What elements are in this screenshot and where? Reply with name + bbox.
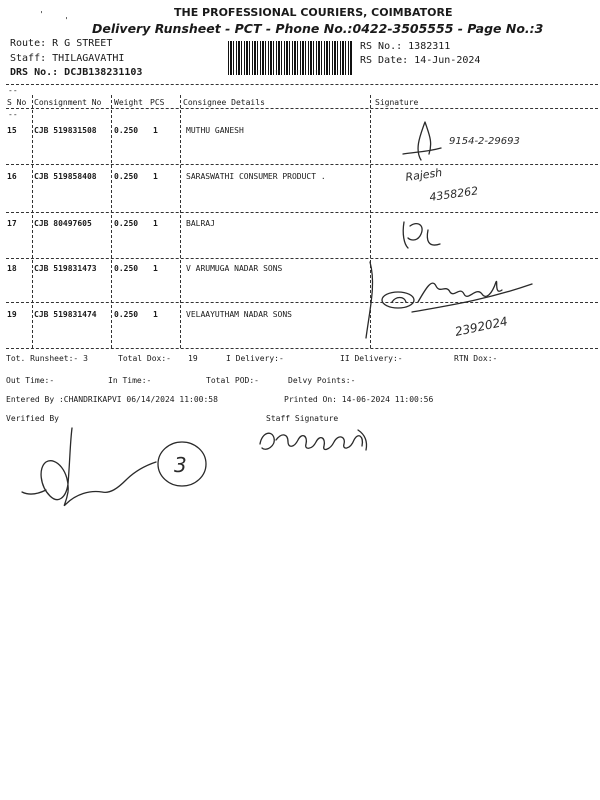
staff-label: Staff: THILAGAVATHI bbox=[10, 53, 125, 64]
signature-row-17 bbox=[396, 216, 456, 256]
signature-row-16 bbox=[400, 163, 520, 209]
rs-number: RS No.: 1382311 bbox=[360, 41, 451, 52]
ii-delivery: II Delivery:- bbox=[340, 354, 403, 363]
route-label: Route: R G STREET bbox=[10, 38, 113, 49]
cell-consignee: VELAAYUTHAM NADAR SONS bbox=[186, 310, 292, 319]
tot-runsheet: Tot. Runsheet:- 3 bbox=[6, 354, 88, 363]
cell-sno: 18 bbox=[7, 264, 17, 273]
cell-sno: 16 bbox=[7, 172, 17, 181]
top-marks: -- bbox=[8, 110, 18, 119]
cell-consignee: SARASWATHI CONSUMER PRODUCT . bbox=[186, 172, 326, 181]
i-delivery: I Delivery:- bbox=[226, 354, 284, 363]
verified-signature bbox=[10, 424, 210, 514]
entered-by: Entered By :CHANDRIKAPVI 06/14/2024 11:00:58 bbox=[6, 395, 218, 404]
header-weight: Weight bbox=[114, 98, 143, 107]
cell-consignee: V ARUMUGA NADAR SONS bbox=[186, 264, 283, 273]
cell-sno: 17 bbox=[7, 219, 17, 228]
cell-consignment: CJB 519831473 bbox=[34, 264, 97, 273]
signature-row-15-number: 9154-2-29693 bbox=[449, 136, 520, 147]
signature-row-16-name: Rajesh bbox=[404, 165, 443, 184]
delvy-points: Delvy Points:- bbox=[288, 376, 356, 385]
company-title: THE PROFESSIONAL COURIERS, COIMBATORE bbox=[174, 6, 453, 19]
rule bbox=[6, 108, 598, 109]
header-pcs: PCS bbox=[150, 98, 165, 107]
signature-row-16-number: 4358262 bbox=[428, 184, 479, 204]
cell-weight: 0.250 bbox=[114, 219, 139, 228]
header-consignee: Consignee Details bbox=[183, 98, 265, 107]
staff-signature bbox=[254, 422, 394, 456]
cell-pcs: 1 bbox=[153, 219, 158, 228]
rule bbox=[6, 212, 598, 213]
out-time: Out Time:- bbox=[6, 376, 55, 385]
cell-sno: 15 bbox=[7, 126, 17, 135]
cell-pcs: 1 bbox=[153, 172, 158, 181]
in-time: In Time:- bbox=[108, 376, 152, 385]
cell-pcs: 1 bbox=[153, 126, 158, 135]
cell-weight: 0.250 bbox=[114, 310, 139, 319]
barcode-bottom bbox=[228, 58, 352, 75]
cell-weight: 0.250 bbox=[114, 126, 139, 135]
cell-weight: 0.250 bbox=[114, 172, 139, 181]
cell-consignment: CJB 519858408 bbox=[34, 172, 97, 181]
header-sno: S No bbox=[7, 98, 27, 107]
signature-row-15 bbox=[395, 112, 595, 168]
cell-consignee: MUTHU GANESH bbox=[186, 126, 244, 135]
cell-consignment: CJB 80497605 bbox=[34, 219, 92, 228]
printed-on: Printed On: 14-06-2024 11:00:56 bbox=[284, 395, 434, 404]
pen-mark: ' bbox=[39, 10, 44, 19]
cell-weight: 0.250 bbox=[114, 264, 139, 273]
header-consignment: Consignment No bbox=[34, 98, 102, 107]
rs-date: RS Date: 14-Jun-2024 bbox=[360, 55, 481, 66]
column-divider bbox=[32, 95, 33, 348]
top-marks: -- bbox=[8, 86, 18, 95]
signature-row-19-number: 2392024 bbox=[453, 314, 509, 339]
cell-consignment: CJB 519831474 bbox=[34, 310, 97, 319]
runsheet-subtitle: Delivery Runsheet - PCT - Phone No.:0422-3505555 - Page No.:3 bbox=[92, 21, 544, 36]
signature-row-18-19 bbox=[356, 256, 556, 344]
total-dox-value: 19 bbox=[188, 354, 198, 363]
verified-by-label: Verified By bbox=[6, 414, 59, 423]
rtn-dox: RTN Dox:- bbox=[454, 354, 498, 363]
staff-signature-label: Staff Signature bbox=[266, 414, 339, 423]
cell-consignee: BALRAJ bbox=[186, 219, 215, 228]
column-divider bbox=[180, 95, 181, 348]
pen-mark: ' bbox=[64, 16, 69, 25]
total-dox-label: Total Dox:- bbox=[118, 354, 171, 363]
total-pod: Total POD:- bbox=[206, 376, 259, 385]
rule bbox=[6, 84, 598, 85]
header-signature: Signature bbox=[375, 98, 419, 107]
cell-consignment: CJB 519831508 bbox=[34, 126, 97, 135]
circled-number: 3 bbox=[174, 453, 187, 477]
drs-number: DRS No.: DCJB138231103 bbox=[10, 67, 143, 78]
cell-sno: 19 bbox=[7, 310, 17, 319]
column-divider bbox=[111, 95, 112, 348]
barcode-top bbox=[228, 41, 352, 58]
rule bbox=[6, 348, 598, 349]
cell-pcs: 1 bbox=[153, 310, 158, 319]
cell-pcs: 1 bbox=[153, 264, 158, 273]
